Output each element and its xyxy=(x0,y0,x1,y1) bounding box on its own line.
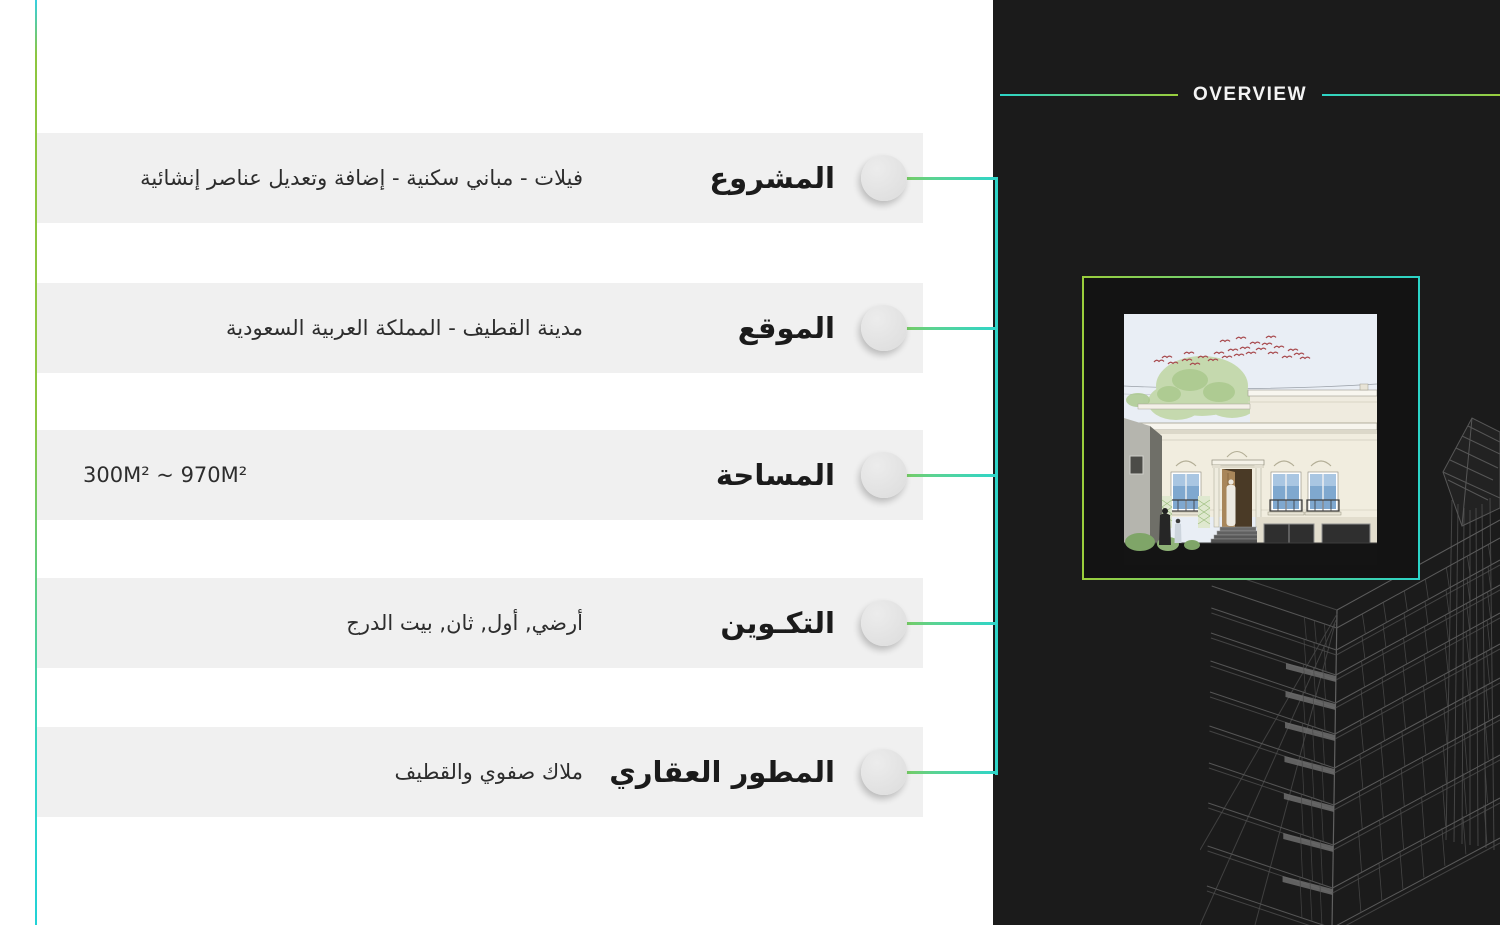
info-row-project xyxy=(37,133,923,223)
overview-header xyxy=(1000,82,1500,108)
row-label-location: الموقع xyxy=(737,311,835,345)
bullet-dot xyxy=(861,452,907,498)
header-rule-left xyxy=(1000,94,1178,96)
row-value-composition: أرضي, أول, ثان, بيت الدرج xyxy=(346,610,583,635)
info-row-developer xyxy=(37,727,923,817)
header-rule-right xyxy=(1322,94,1500,96)
info-row-composition xyxy=(37,578,923,668)
bullet-dot xyxy=(861,600,907,646)
row-value-project: فيلات - مباني سكنية - إضافة وتعديل عناصر إنشائية xyxy=(140,165,583,190)
vertical-connector-rail xyxy=(995,177,998,775)
bullet-dot xyxy=(861,155,907,201)
overview-title: OVERVIEW xyxy=(1192,84,1308,105)
bullet-dot xyxy=(861,749,907,795)
row-label-composition: التكـوين xyxy=(720,606,835,640)
info-row-location xyxy=(37,283,923,373)
row-value-location: مدينة القطيف - المملكة العربية السعودية xyxy=(226,315,583,340)
row-label-area: المساحة xyxy=(715,458,835,492)
info-row-area xyxy=(37,430,923,520)
row-label-developer: المطور العقاري xyxy=(609,755,835,789)
overview-panel xyxy=(993,0,1500,925)
framed-villa-image xyxy=(1082,276,1420,580)
bullet-dot xyxy=(861,305,907,351)
villa-elevation-illustration xyxy=(1124,314,1377,565)
row-label-project: المشروع xyxy=(709,161,835,195)
row-value-developer: ملاك صفوي والقطيف xyxy=(394,759,583,784)
row-value-area: 300M² ~ 970M² xyxy=(83,462,248,487)
